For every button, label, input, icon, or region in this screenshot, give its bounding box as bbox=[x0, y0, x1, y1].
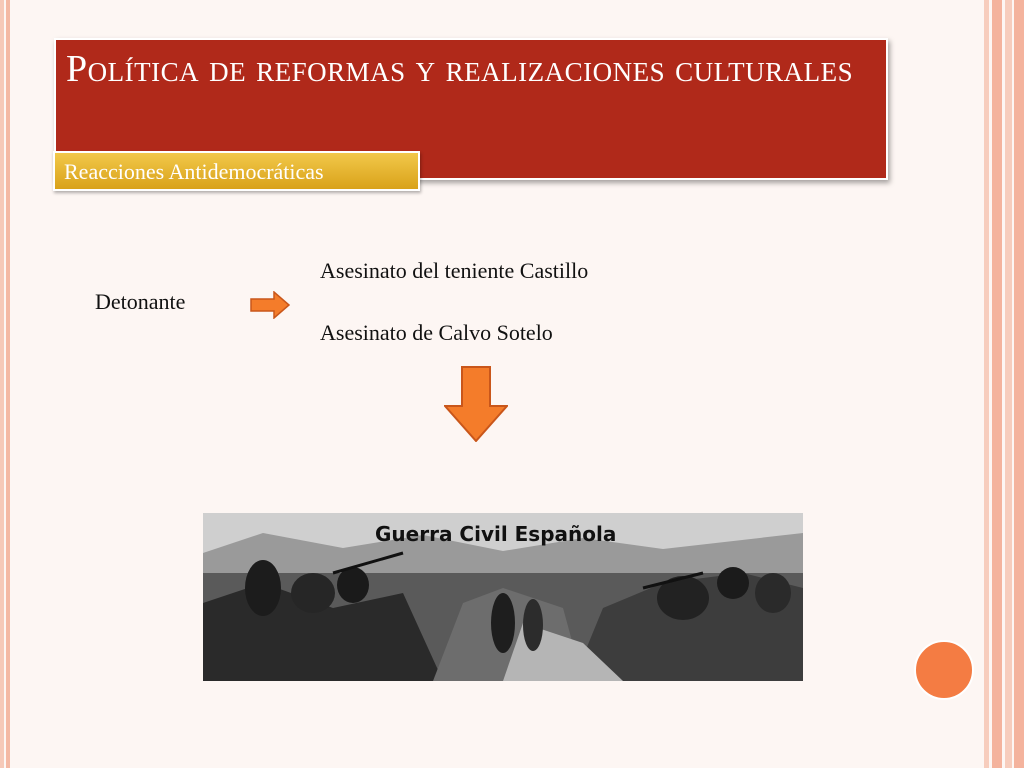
photo-caption: Guerra Civil Española bbox=[375, 522, 617, 546]
down-arrow-icon bbox=[444, 366, 508, 442]
cause-label: Detonante bbox=[95, 289, 186, 314]
right-arrow-icon bbox=[250, 291, 290, 319]
event-castillo: Asesinato del teniente Castillo bbox=[320, 258, 589, 283]
accent-circle bbox=[914, 640, 974, 700]
left-decorative-stripe bbox=[0, 0, 10, 768]
civil-war-photo bbox=[203, 513, 803, 681]
subtitle-badge bbox=[53, 151, 420, 191]
slide-subtitle: Reacciones Antidemocráticas bbox=[64, 159, 324, 184]
right-decorative-stripes bbox=[980, 0, 1024, 768]
event-calvo-sotelo: Asesinato de Calvo Sotelo bbox=[320, 320, 553, 345]
slide-title: Política de reformas y realizaciones culturales bbox=[66, 48, 854, 90]
